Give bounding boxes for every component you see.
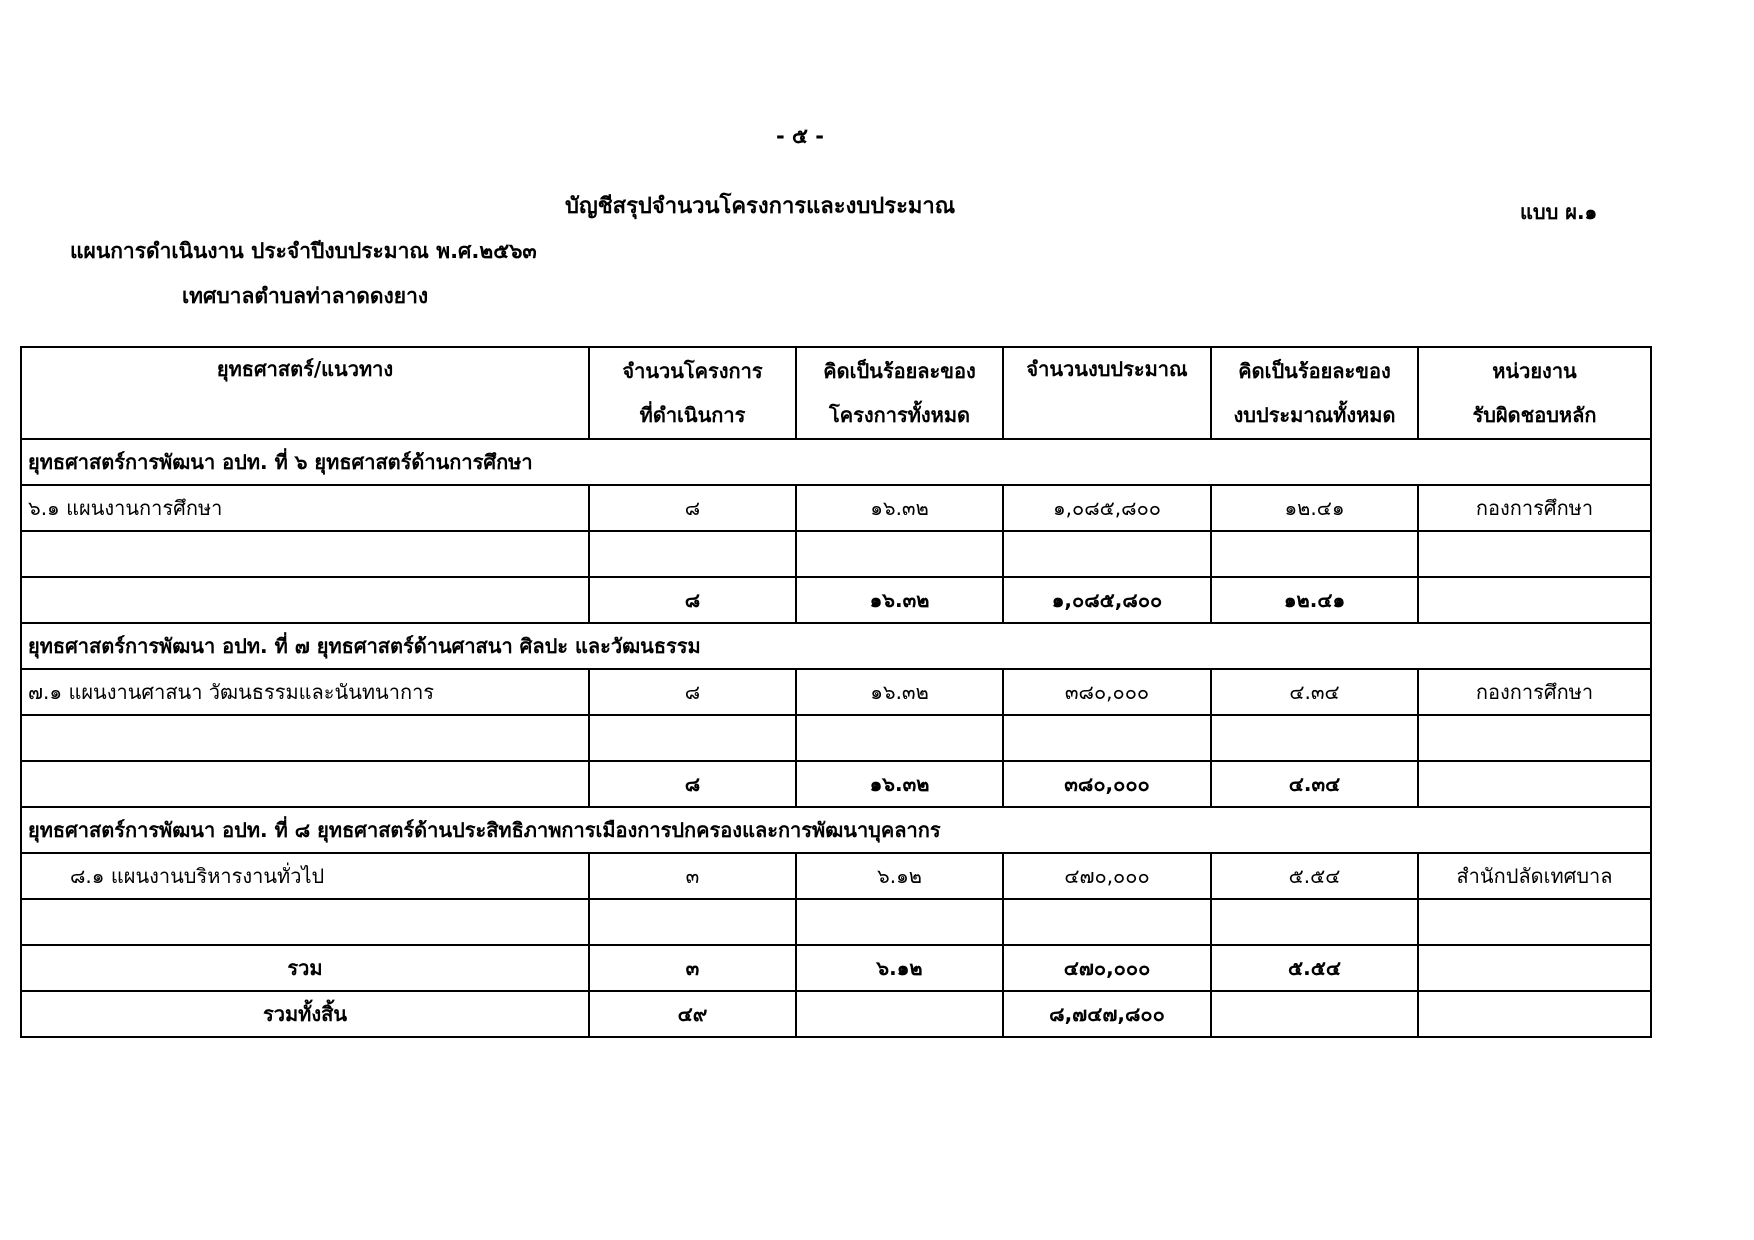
- subtotal-row: [21, 761, 1651, 807]
- projects-cell: ๘: [589, 485, 796, 531]
- pct-budget-cell: ๑๒.๔๑: [1211, 485, 1418, 531]
- grand-total-budget: ๘,๗๔๗,๘๐๐: [1003, 991, 1211, 1037]
- page-number: - ๕ -: [776, 124, 824, 148]
- summary-table: [20, 346, 1652, 1038]
- budget-cell: ๓๘๐,๐๐๐: [1003, 669, 1211, 715]
- subtotal-pct-budget: ๕.๕๔: [1211, 945, 1418, 991]
- subtotal-label: รวม: [21, 945, 589, 991]
- empty-row: [21, 899, 1651, 945]
- empty-row: [21, 715, 1651, 761]
- column-header-unit: หน่วยงาน รับผิดชอบหลัก: [1418, 347, 1651, 439]
- subtotal-label: [21, 577, 589, 623]
- column-header-pct-projects: คิดเป็นร้อยละของ โครงการทั้งหมด: [796, 347, 1003, 439]
- grand-total-label: รวมทั้งสิ้น: [21, 991, 589, 1037]
- subtotal-budget: ๔๗๐,๐๐๐: [1003, 945, 1211, 991]
- subtotal-pct-projects: ๖.๑๒: [796, 945, 1003, 991]
- pct-budget-cell: ๔.๓๔: [1211, 669, 1418, 715]
- plan-cell: ๗.๑ แผนงานศาสนา วัฒนธรรมและนันทนาการ: [21, 669, 589, 715]
- plan-cell: ๘.๑ แผนงานบริหารงานทั่วไป: [21, 853, 589, 899]
- organization-name: เทศบาลตำบลท่าลาดดงยาง: [182, 284, 429, 308]
- grand-total-row: [21, 991, 1651, 1037]
- subtotal-pct-budget: ๑๒.๔๑: [1211, 577, 1418, 623]
- unit-cell: สำนักปลัดเทศบาล: [1418, 853, 1651, 899]
- column-header-pct-budget: คิดเป็นร้อยละของ งบประมาณทั้งหมด: [1211, 347, 1418, 439]
- plan-title: แผนการดำเนินงาน ประจำปีงบประมาณ พ.ศ.๒๕๖๓: [70, 239, 537, 263]
- form-code: แบบ ผ.๑: [1520, 200, 1598, 224]
- section-heading-row: [21, 807, 1651, 853]
- pct-projects-cell: ๖.๑๒: [796, 853, 1003, 899]
- subtotal-budget: ๓๘๐,๐๐๐: [1003, 761, 1211, 807]
- table-row: [21, 853, 1651, 899]
- unit-cell: กองการศึกษา: [1418, 669, 1651, 715]
- empty-row: [21, 531, 1651, 577]
- subtotal-projects: ๘: [589, 577, 796, 623]
- table-header-row: [21, 347, 1651, 439]
- subtotal-pct-projects: ๑๖.๓๒: [796, 577, 1003, 623]
- unit-cell: กองการศึกษา: [1418, 485, 1651, 531]
- subtotal-row: [21, 577, 1651, 623]
- grand-total-projects: ๔๙: [589, 991, 796, 1037]
- subtotal-pct-budget: ๔.๓๔: [1211, 761, 1418, 807]
- pct-budget-cell: ๕.๕๔: [1211, 853, 1418, 899]
- section-heading: ยุทธศาสตร์การพัฒนา อปท. ที่ ๘ ยุทธศาสตร์ด้านประสิทธิภาพการเมืองการปกครองและการพัฒนาบุคลากร: [21, 807, 1651, 853]
- table-row: [21, 669, 1651, 715]
- section-heading-row: [21, 623, 1651, 669]
- subtotal-row: [21, 945, 1651, 991]
- column-header-projects: จำนวนโครงการ ที่ดำเนินการ: [589, 347, 796, 439]
- projects-cell: ๓: [589, 853, 796, 899]
- subtotal-budget: ๑,๐๘๕,๘๐๐: [1003, 577, 1211, 623]
- pct-projects-cell: ๑๖.๓๒: [796, 485, 1003, 531]
- section-heading: ยุทธศาสตร์การพัฒนา อปท. ที่ ๖ ยุทธศาสตร์ด้านการศึกษา: [21, 439, 1651, 485]
- projects-cell: ๘: [589, 669, 796, 715]
- budget-cell: ๑,๐๘๕,๘๐๐: [1003, 485, 1211, 531]
- document-title: บัญชีสรุปจำนวนโครงการและงบประมาณ: [565, 194, 956, 219]
- subtotal-pct-projects: ๑๖.๓๒: [796, 761, 1003, 807]
- budget-cell: ๔๗๐,๐๐๐: [1003, 853, 1211, 899]
- section-heading: ยุทธศาสตร์การพัฒนา อปท. ที่ ๗ ยุทธศาสตร์ด้านศาสนา ศิลปะ และวัฒนธรรม: [21, 623, 1651, 669]
- subtotal-projects: ๓: [589, 945, 796, 991]
- plan-cell: ๖.๑ แผนงานการศึกษา: [21, 485, 589, 531]
- pct-projects-cell: ๑๖.๓๒: [796, 669, 1003, 715]
- subtotal-projects: ๘: [589, 761, 796, 807]
- column-header-budget: จำนวนงบประมาณ: [1003, 347, 1211, 439]
- section-heading-row: [21, 439, 1651, 485]
- column-header-strategy: ยุทธศาสตร์/แนวทาง: [21, 347, 589, 439]
- subtotal-label: [21, 761, 589, 807]
- table-row: [21, 485, 1651, 531]
